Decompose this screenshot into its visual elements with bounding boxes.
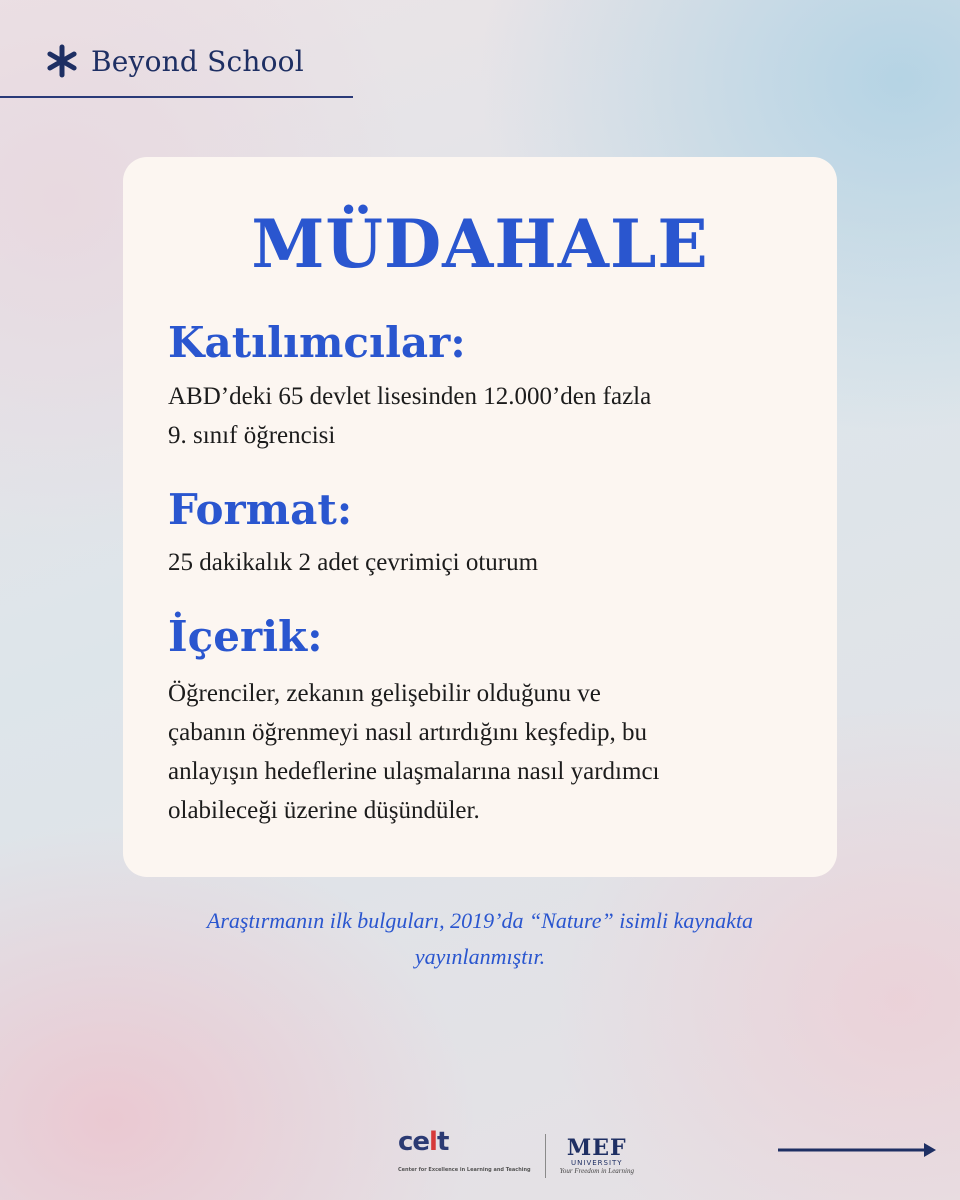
section-line: 25 dakikalık 2 adet çevrimiçi oturum [168, 549, 539, 576]
mef-logo [560, 1137, 634, 1175]
section-heading-participants: Katılımcılar: [168, 318, 466, 367]
card-title: MÜDAHALE [251, 205, 709, 283]
asterisk-icon [45, 44, 79, 78]
section-heading-content: İçerik: [168, 612, 323, 661]
section-line: ABD’deki 65 devlet lisesinden 12.000’den fazla [168, 383, 652, 410]
mef-logo-tagline: Your Freedom in Learning [559, 1167, 634, 1175]
section-body-participants [168, 377, 808, 455]
section-heading-format: Format: [168, 485, 353, 534]
brand-divider [0, 96, 353, 98]
celt-logo-part: t [436, 1127, 449, 1157]
section-line: çabanın öğrenmeyi nasıl artırdığını keşfedip, bu [168, 719, 648, 746]
mef-logo-university: UNIVERSITY [571, 1159, 623, 1167]
celt-logo-subtitle: Center for Excellence in Learning and Teaching [398, 1167, 531, 1173]
section-line: Öğrenciler, zekanın gelişebilir olduğunu ve [168, 680, 601, 707]
footer-logos [398, 1128, 634, 1184]
section-line: olabileceği üzerine düşündüler. [168, 797, 480, 824]
source-footnote [140, 903, 820, 975]
logo-divider [545, 1134, 546, 1178]
section-body-content [168, 674, 808, 830]
mef-logo-name: MEF [566, 1135, 627, 1161]
section-line: anlayışın hedeflerine ulaşmalarına nasıl yardımcı [168, 758, 660, 785]
brand [45, 44, 304, 78]
celt-logo-part: ce [398, 1127, 430, 1157]
brand-name: Beyond School [91, 44, 304, 78]
arrow-right-icon[interactable] [778, 1140, 938, 1160]
section-line: 9. sınıf öğrencisi [168, 422, 336, 449]
celt-logo-part: l [429, 1127, 437, 1157]
celt-logo [398, 1128, 531, 1184]
section-body-format [168, 543, 808, 582]
footnote-line: yayınlanmıştır. [414, 944, 546, 969]
footnote-line: Araştırmanın ilk bulguları, 2019’da “Nature” isimli kaynakta [206, 908, 754, 933]
